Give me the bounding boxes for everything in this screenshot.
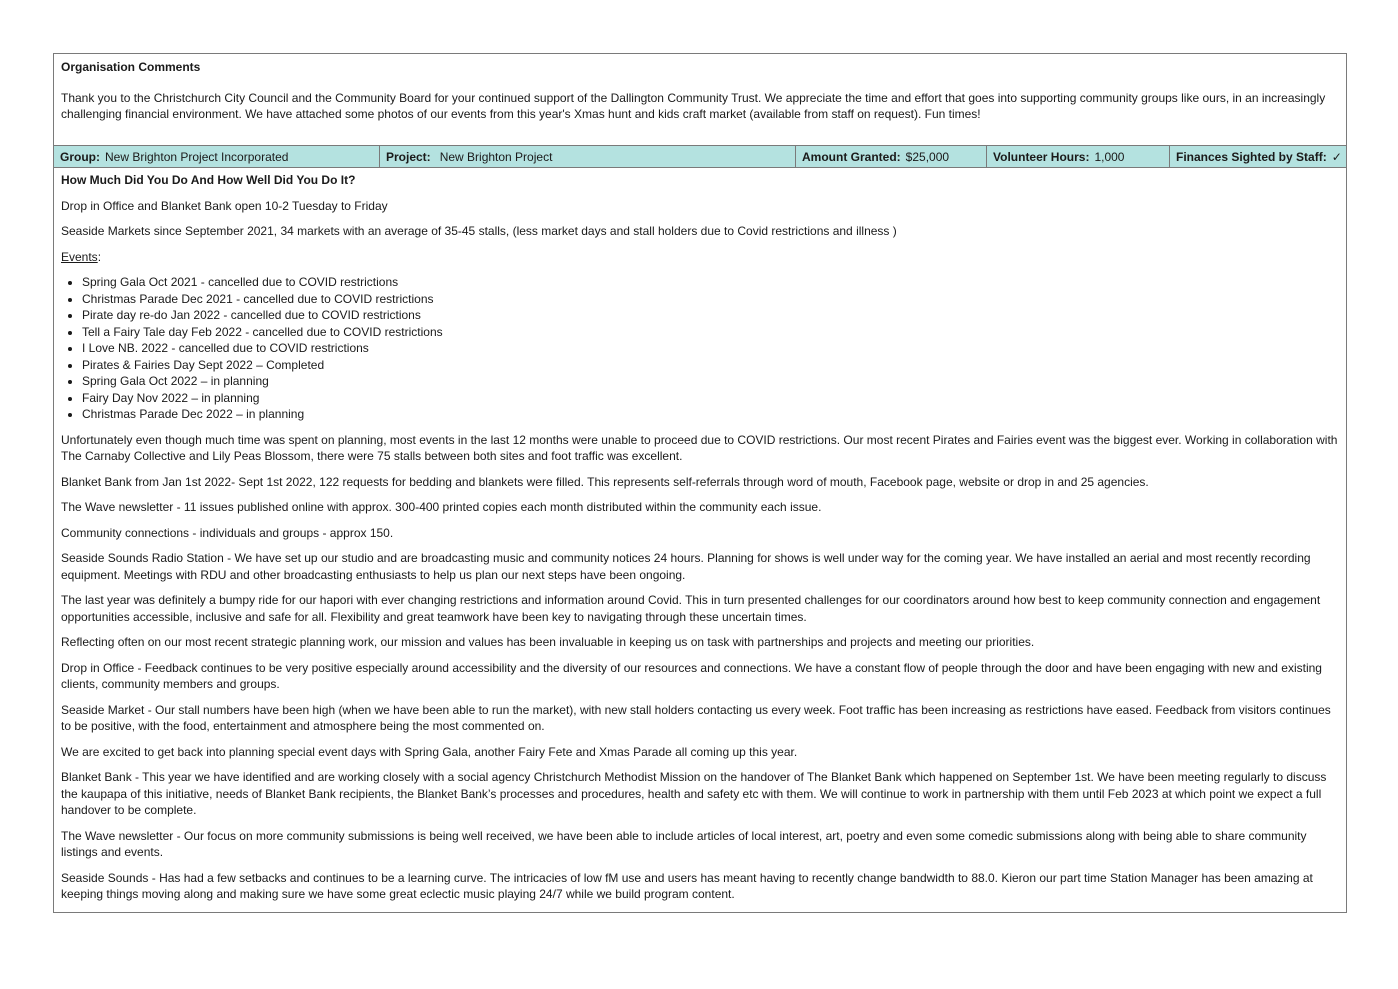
list-item: • Pirate day re-do Jan 2022 - cancelled due to COVID restrictions bbox=[82, 307, 1339, 324]
finances-sighted-cell bbox=[1170, 146, 1346, 167]
group-label: Group: bbox=[60, 150, 100, 164]
report-heading: How Much Did You Do And How Well Did You Do It? bbox=[61, 173, 356, 187]
report-paragraph: Seaside Markets since September 2021, 34 markets with an average of 35-45 stalls, (less market days and stall holders due to Covid restrictions and illness ) bbox=[61, 224, 897, 238]
check-icon: ✓ bbox=[1331, 150, 1342, 164]
grant-info-row bbox=[53, 145, 1347, 168]
report-paragraph: Seaside Market - Our stall numbers have been high (when we have been able to run the market), with new stall holders contacting us every week. Foot traffic has been increasing as restrictions have eased. Feedback from visitors continues to be positive, with the food, entertainment and atmosphere being the most commented on. bbox=[61, 702, 1331, 733]
group-cell bbox=[54, 146, 380, 167]
organisation-comments-section bbox=[53, 53, 1347, 146]
group-value: New Brighton Project Incorporated bbox=[105, 150, 289, 164]
list-item: • Fairy Day Nov 2022 – in planning bbox=[82, 390, 1339, 407]
amount-granted-label: Amount Granted: bbox=[802, 150, 901, 164]
volunteer-hours-value: 1,000 bbox=[1094, 150, 1125, 164]
list-item: • Christmas Parade Dec 2021 - cancelled due to COVID restrictions bbox=[82, 291, 1339, 308]
list-item: • I Love NB. 2022 - cancelled due to COVID restrictions bbox=[82, 340, 1339, 357]
report-paragraph: Community connections - individuals and groups - approx 150. bbox=[61, 525, 394, 540]
report-paragraph: Drop in Office and Blanket Bank open 10-2 Tuesday to Friday bbox=[61, 198, 388, 213]
events-colon: : bbox=[97, 249, 102, 264]
report-paragraph: Seaside Sounds Radio Station - We have set up our studio and are broadcasting music and community notices 24 hours. Planning for shows is well under way for the coming year. We have installed an aerial and most recently recording equipment. Meetings with RDU and other broadcasting enthusiasts to help us plan our next steps have been ongoing. bbox=[61, 551, 1311, 582]
project-value: New Brighton Project bbox=[439, 150, 553, 164]
amount-granted-cell bbox=[796, 146, 987, 167]
project-cell bbox=[380, 146, 796, 167]
report-paragraph: Blanket Bank - This year we have identified and are working closely with a social agency Christchurch Methodist Mission on the handover of The Blanket Bank which happened on September 1st. We have been meeting regularly to discuss the kaupapa of this initiative, needs of Blanket Bank recipients, the Blanket Bank’s processes and procedures, health and safety etc with them. We will continue to work in partnership with them until Feb 2023 at which point we expect a full handover to be complete. bbox=[61, 770, 1327, 817]
project-label: Project: bbox=[386, 150, 431, 164]
organisation-comments-text: Thank you to the Christchurch City Council and the Community Board for your continued support of the Dallington Community Trust. We appreciate the time and effort that goes into supporting community groups like ours, in an increasingly challenging financial environment. We have attached some photos of our events from this year's Xmas hunt and kids craft market (available from staff on request). Fun times! bbox=[61, 90, 1326, 121]
report-section bbox=[53, 167, 1347, 913]
list-item: • Spring Gala Oct 2022 – in planning bbox=[82, 373, 1339, 390]
events-list bbox=[61, 274, 1339, 423]
report-paragraph: Reflecting often on our most recent strategic planning work, our mission and values has been invaluable in keeping us on task with partnerships and projects and meeting our priorities. bbox=[61, 635, 1035, 649]
report-paragraph: The last year was definitely a bumpy ride for our hapori with ever changing restrictions and information around Covid. This in turn presented challenges for our coordinators around how best to keep community connection and engagement opportunities accessible, inclusive and safe for all. Flexibility and great teamwork have been key to navigating through these uncertain times. bbox=[61, 593, 1321, 624]
report-paragraph: Drop in Office - Feedback continues to be very positive especially around accessibility and the diversity of our resources and connections. We have a constant flow of people through the door and have been engaging with new and existing clients, community members and groups. bbox=[61, 660, 1322, 691]
events-heading bbox=[61, 249, 1339, 266]
report-paragraph: Blanket Bank from Jan 1st 2022- Sept 1st 2022, 122 requests for bedding and blankets were filled. This represents self-referrals through word of mouth, Facebook page, website or drop in and 25 agencies. bbox=[61, 474, 1149, 489]
report-paragraph: Unfortunately even though much time was spent on planning, most events in the last 12 months were unable to proceed due to COVID restrictions. Our most recent Pirates and Fairies event was the biggest ever. Working in collaboration with The Carnaby Collective and Lily Peas Blossom, there were 75 stalls between both sites and foot traffic was excellent. bbox=[61, 432, 1338, 463]
volunteer-hours-label: Volunteer Hours: bbox=[993, 150, 1090, 164]
finances-sighted-label: Finances Sighted by Staff: bbox=[1176, 150, 1327, 164]
list-item: • Christmas Parade Dec 2022 – in planning bbox=[82, 406, 1339, 423]
volunteer-hours-cell bbox=[987, 146, 1170, 167]
events-label: Events bbox=[61, 249, 98, 264]
amount-granted-value: $25,000 bbox=[905, 150, 950, 164]
list-item: • Tell a Fairy Tale day Feb 2022 - cancelled due to COVID restrictions bbox=[82, 324, 1339, 341]
report-paragraph: The Wave newsletter - Our focus on more community submissions is being well received, we have been able to include articles of local interest, art, poetry and even some comedic submissions along with being able to share community listings and events. bbox=[61, 828, 1307, 859]
list-item: • Spring Gala Oct 2021 - cancelled due to COVID restrictions bbox=[82, 274, 1339, 291]
report-paragraph: We are excited to get back into planning special event days with Spring Gala, another Fairy Fete and Xmas Parade all coming up this year. bbox=[61, 744, 798, 759]
organisation-comments-title: Organisation Comments bbox=[61, 60, 201, 74]
report-paragraph: The Wave newsletter - 11 issues published online with approx. 300-400 printed copies each month distributed within the community each issue. bbox=[61, 500, 822, 514]
list-item: • Pirates & Fairies Day Sept 2022 – Completed bbox=[82, 357, 1339, 374]
report-paragraph: Seaside Sounds - Has had a few setbacks and continues to be a learning curve. The intricacies of low fM use and users has meant having to recently change bandwidth to 88.0. Kieron our part time Station Manager has been amazing at keeping things moving along and making sure we have some great eclectic music playing 24/7 while we build program content. bbox=[61, 870, 1313, 901]
